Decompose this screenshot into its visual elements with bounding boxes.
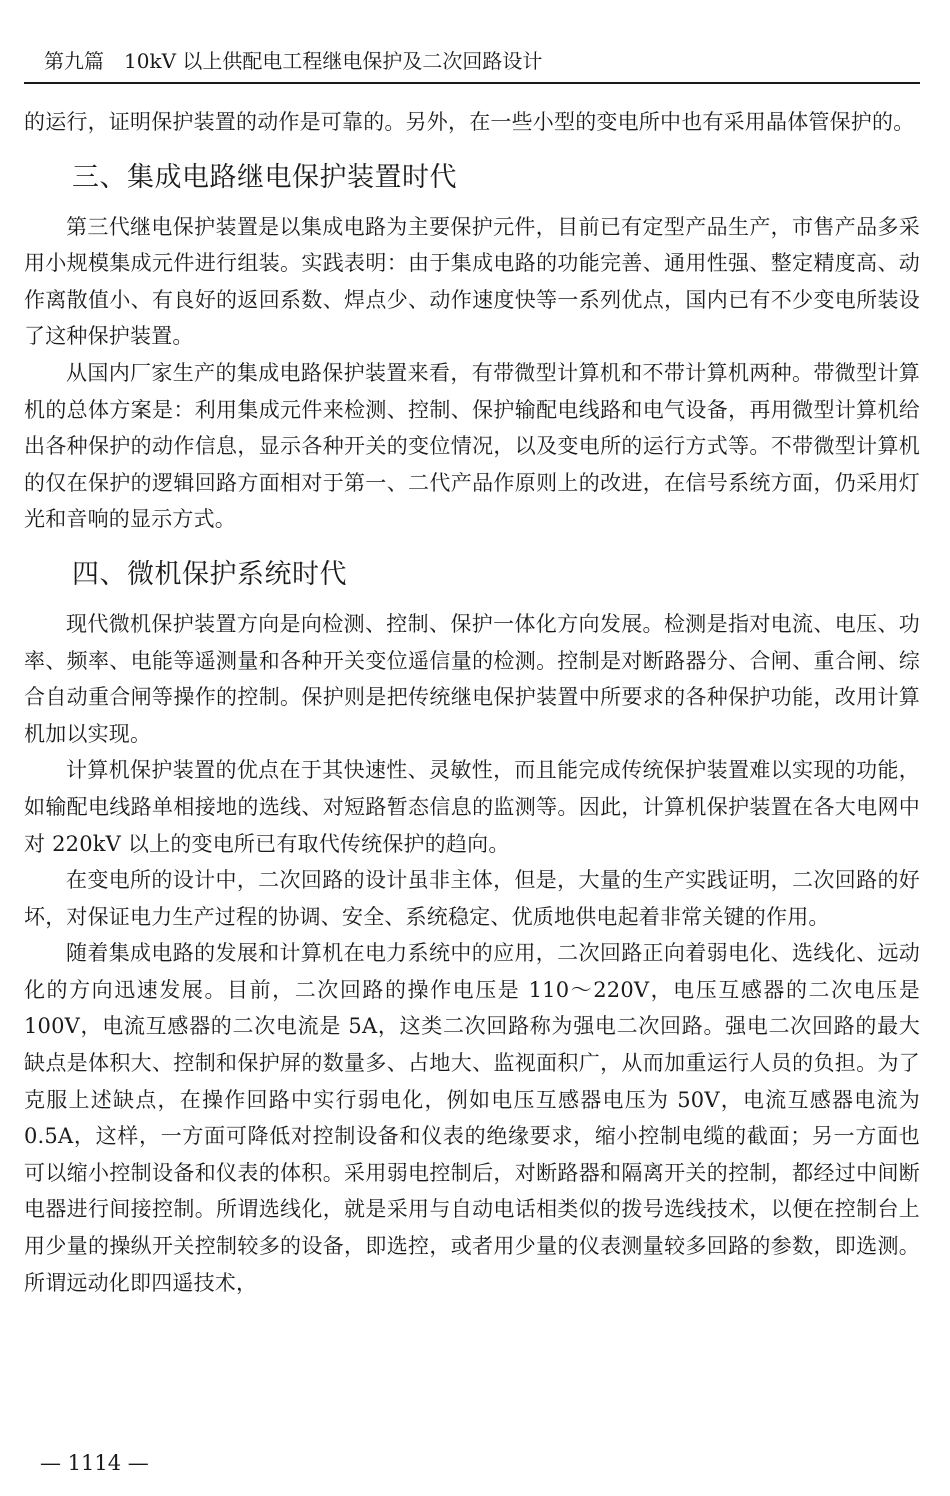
body-paragraph: 从国内厂家生产的集成电路保护装置来看，有带微型计算机和不带计算机两种。带微型计算机的总体方案是：利用集成元件来检测、控制、保护输配电线路和电气设备，再用微型计算机给出各种保护的动作信息，显示各种开关的变位情况，以及变电所的运行方式等。不带微型计算机的仅在保护的逻辑回路方面相对于第一、二代产品作原则上的改进，在信号系统方面，仍采用灯光和音响的显示方式。 [24,360,920,532]
body-paragraph: 随着集成电路的发展和计算机在电力系统中的应用，二次回路正向着弱电化、选线化、远动化的方向迅速发展。目前，二次回路的操作电压是 110～220V，电压互感器的二次电压是 100V，电流互感器的二次电流是 5A，这类二次回路称为强电二次回路。强电二次回路的最大缺点是体积大、控制和保护屏的数量多、占地大、监视面积广，从而加重运行人员的负担。为了克服上述缺点，在操作回路中实行弱电化，例如电压互感器电压为 50V，电流互感器电流为 0.5A，这样，一方面可降低对控制设备和仪表的绝缘要求，缩小控制电缆的截面；另一方面也可以缩小控制设备和仪表的体积。采用弱电控制后，对断路器和隔离开关的控制，都经过中间断电器进行间接控制。所谓选线化，就是采用与自动电话相类似的拨号选线技术，以便在控制台上用少量的操纵开关控制较多的设备，即选控，或者用少量的仪表测量较多回路的参数，即选测。所谓远动化即四遥技术， [24,941,920,1295]
body-paragraph: 第三代继电保护装置是以集成电路为主要保护元件，目前已有定型产品生产，市售产品多采用小规模集成元件进行组装。实践表明：由于集成电路的功能完善、通用性强、整定精度高、动作离散值小、有良好的返回系数、焊点少、动作速度快等一系列优点，国内已有不少变电所装设了这种保护装置。 [24,214,920,349]
section-heading: 三、集成电路继电保护装置时代 [72,161,457,193]
section-heading: 四、微机保护系统时代 [72,558,347,590]
body-paragraph: 现代微机保护装置方向是向检测、控制、保护一体化方向发展。检测是指对电流、电压、功率、频率、电能等遥测量和各种开关变位遥信量的检测。控制是对断路器分、合闸、重合闸、综合自动重合闸等操作的控制。保护则是把传统继电保护装置中所要求的各种保护功能，改用计算机加以实现。 [24,611,920,746]
header-part-label: 第九篇 [44,49,104,73]
page-body [24,104,920,1301]
running-header [24,38,920,84]
body-paragraph: 计算机保护装置的优点在于其快速性、灵敏性，而且能完成传统保护装置难以实现的功能，如输配电线路单相接地的选线、对短路暂态信息的监测等。因此，计算机保护装置在各大电网中对 220kV 以上的变电所已有取代传统保护的趋向。 [24,758,920,856]
body-paragraph: 在变电所的设计中，二次回路的设计虽非主体，但是，大量的生产实践证明，二次回路的好坏，对保证电力生产过程的协调、安全、系统稳定、优质地供电起着非常关键的作用。 [24,868,920,929]
header-chapter-title: 10kV 以上供配电工程继电保护及二次回路设计 [124,49,543,73]
page-number: — 1114 — [40,1451,149,1475]
continued-paragraph: 的运行，证明保护装置的动作是可靠的。另外，在一些小型的变电所中也有采用晶体管保护的。 [24,110,915,134]
